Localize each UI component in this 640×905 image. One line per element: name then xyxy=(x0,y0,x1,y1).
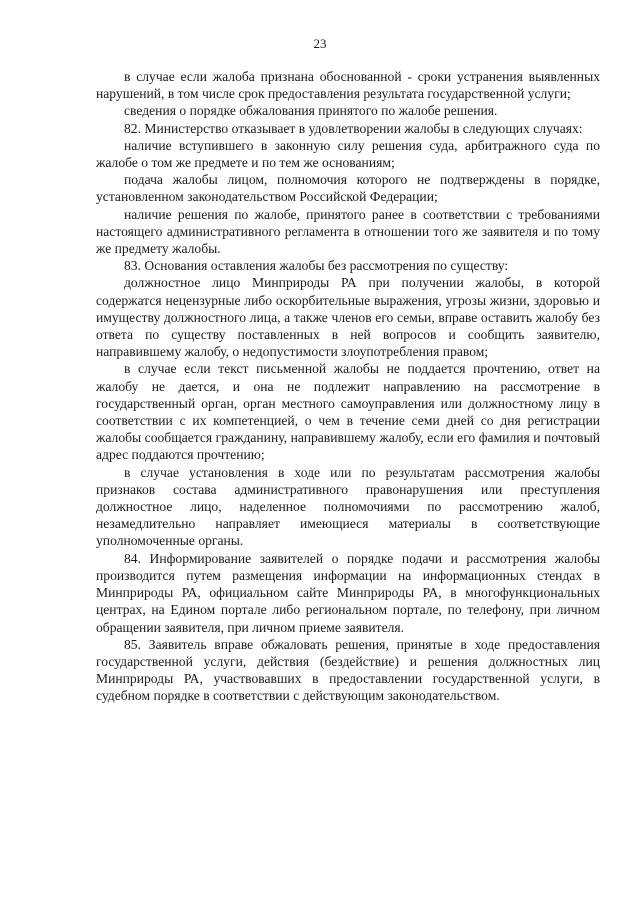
paragraph-82-refusal: 82. Министерство отказывает в удовлетворении жалобы в следующих случаях: xyxy=(124,120,583,136)
paragraph-appeal-info: сведения о порядке обжалования принятого по жалобе решения. xyxy=(124,103,498,119)
page-number: 23 xyxy=(313,36,327,51)
paragraph-85-judicial-appeal: 85. Заявитель вправе обжаловать решения, принятые в ходе предоставления государственной услуги, действия (бездействие) и решения должностных лиц Минприроды РА, участвовавших в предоставлении государственной услуги, в судебном порядке в соответствии с действующим законодательством. xyxy=(96,636,600,704)
paragraph-83-grounds: 83. Основания оставления жалобы без рассмотрения по существу: xyxy=(124,258,509,274)
paragraph-unconfirmed-authority: подача жалобы лицом, полномочия которого не подтверждены в порядке, установленном законодательством Российской Федерации; xyxy=(96,172,600,205)
paragraph-court-decision: наличие вступившего в законную силу решения суда, арбитражного суда по жалобе о том же предмете и по тем же основаниям; xyxy=(96,137,600,171)
paragraph-84-informing: 84. Информирование заявителей о порядке подачи и рассмотрения жалобы производится путем размещения информации на информационных стендах в Минприроды РА, официальном сайте Минприроды РА, в многофункциональных центрах, на Едином портале либо региональном портале, по телефону, при личном обращении заявителя, при личном приеме заявителя. xyxy=(96,550,600,635)
paragraph-prior-decision: наличие решения по жалобе, принятого ранее в соответствии с требованиями настоящего административного регламента в отношении того же заявителя и по тому же предмету жалобы. xyxy=(96,206,600,257)
paragraph-offense-signs: в случае установления в ходе или по результатам рассмотрения жалобы признаков состава административного правонарушения или преступления должностное лицо, наделенное полномочиями по рассмотрению жалоб, незамедлительно направляет имеющиеся материалы в соответствующие уполномоченные органы. xyxy=(96,464,600,549)
paragraph-unreadable-text: в случае если текст письменной жалобы не поддается прочтению, ответ на жалобу не дается, и она не подлежит направлению на рассмотрение в государственный орган, орган местного самоуправления или должностному лицу в соответствии с их компетенцией, о чем в течение семи дней со дня регистрации жалобы сообщается гражданину, направившему жалобу, если его фамилия и почтовый адрес поддаются прочтению; xyxy=(96,361,600,463)
paragraph-remedy-deadline: в случае если жалоба признана обоснованной - сроки устранения выявленных нарушений, в том числе срок предоставления результата государственной услуги; xyxy=(96,69,600,102)
paragraph-obscene-language: должностное лицо Минприроды РА при получении жалобы, в которой содержатся нецензурные либо оскорбительные выражения, угрозы жизни, здоровью и имуществу должностного лица, а также членов его семьи, вправе оставить жалобу без ответа по существу поставленных в ней вопросов и сообщить заявителю, направившему жалобу, о недопустимости злоупотребления правом; xyxy=(96,275,600,360)
document-body xyxy=(96,68,600,705)
